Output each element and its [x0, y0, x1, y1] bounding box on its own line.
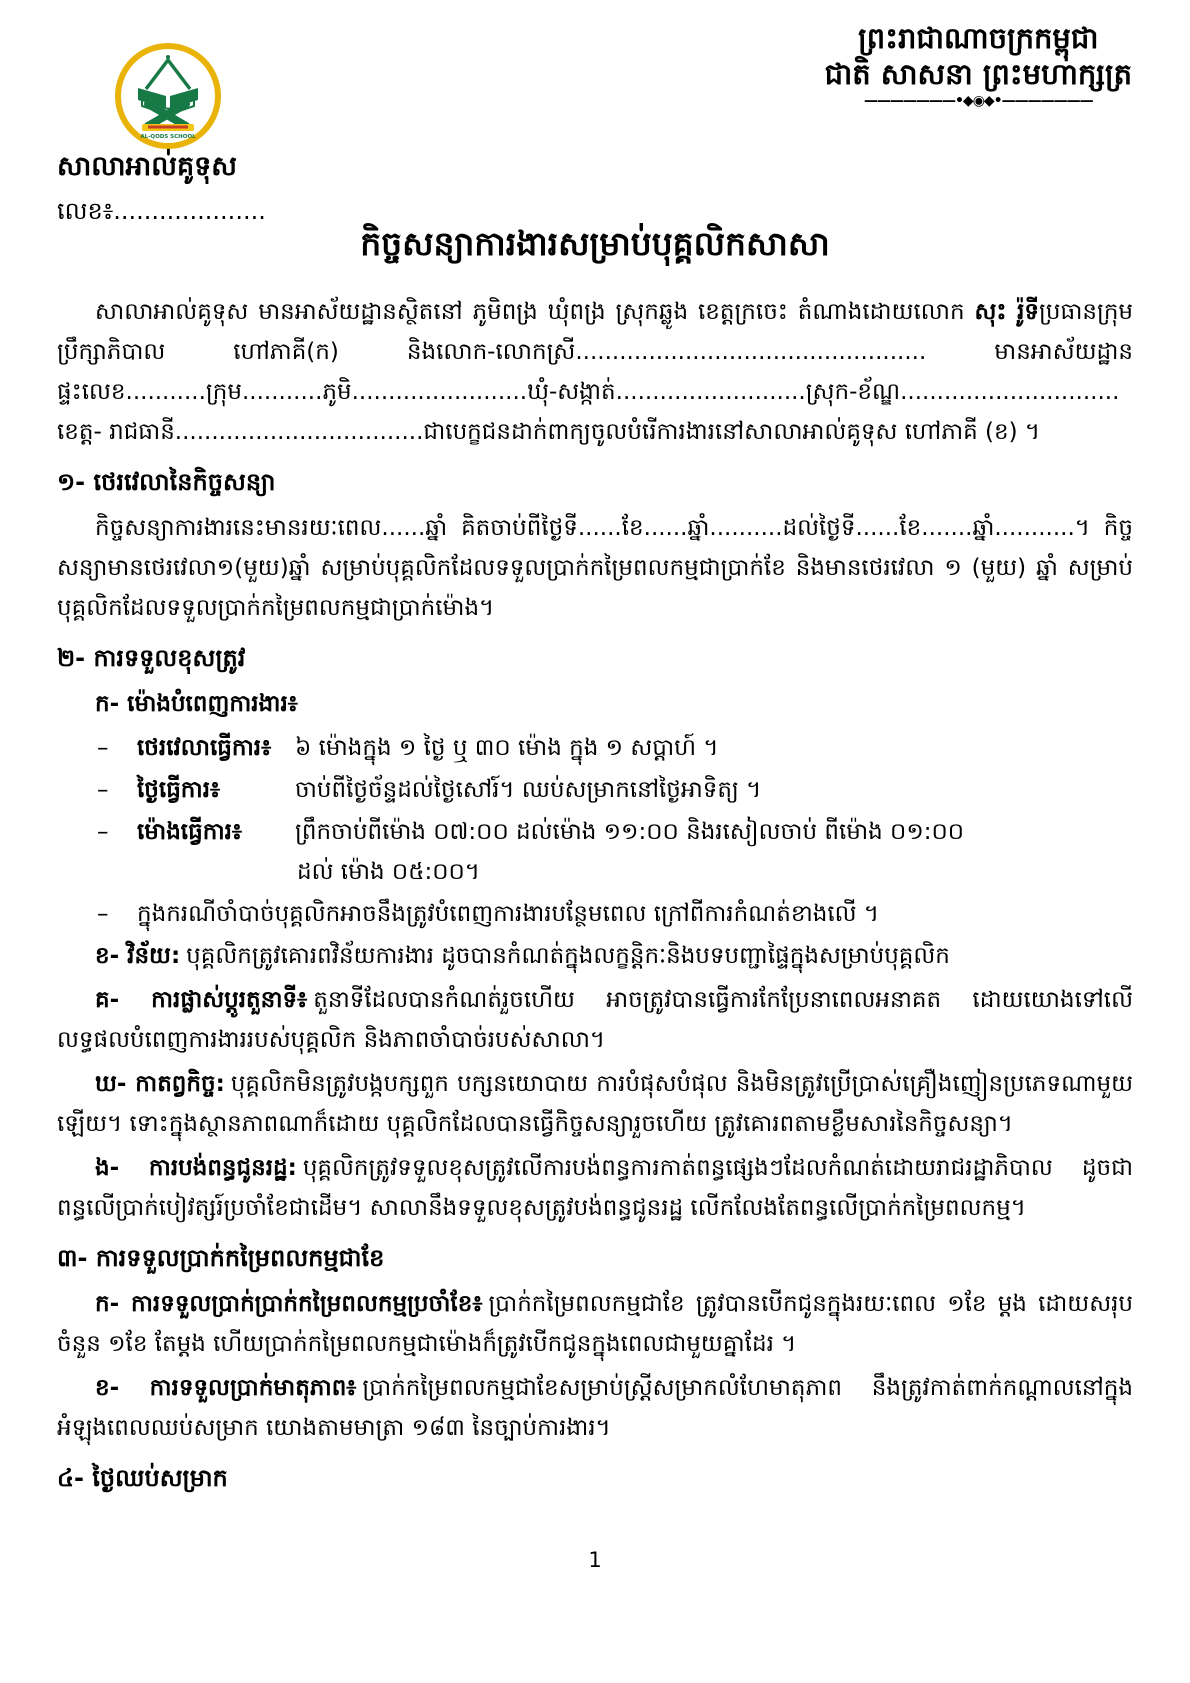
page-number: 1: [588, 1548, 602, 1572]
intro-text-1: សាលាអាល់គូទុស មានអាស័យដ្ឋានស្ថិតនៅ ភូមិពង្រ ឃុំពង្រ ស្រុកឆ្លូង ខេត្តក្រចេះ តំណាងដោយលោក: [95, 299, 975, 325]
list-item: [97, 812, 1133, 892]
bullet-text: ៦ ម៉ោងក្នុង ១ ថ្ងៃ ឬ ៣០ ម៉ោង ក្នុង ១ សប្តាហ៍ ។: [295, 735, 719, 761]
dash-bullet-icon: –: [97, 901, 109, 927]
dash-bullet-icon: –: [97, 777, 109, 803]
section1-paragraph: កិច្ចសន្យាការងារនេះមានរយៈពេល......ឆ្នាំ គិតចាប់ពីថ្ងៃទី......ខែ......ឆ្នាំ..........ដល់ថ្ងៃទី......ខែ.......ឆ្នាំ...........។ កិច្ចសន្យាមានថេរវេលា១(មួយ)ឆ្នាំ សម្រាប់បុគ្គលិកដែលទទួលប្រាក់កម្រៃពលកម្មជាប្រាក់ខែ និងមានថេរវេលា ១ (មួយ) ឆ្នាំ សម្រាប់បុគ្គលិកដែលទទួលប្រាក់កម្រៃពលកម្មជាប្រាក់ម៉ោង។: [57, 515, 1133, 621]
section2-clause-a-heading: ក- ម៉ោងបំពេញការងារ៖: [95, 691, 298, 717]
school-logo: [112, 40, 224, 152]
bullet-label: ម៉ោងធ្វើការ៖: [137, 819, 243, 845]
section3-heading: ៣- ការទទួលប្រាក់កម្រៃពលកម្មជាខែ: [57, 1244, 385, 1272]
bullet-text-continuation: ដល់ ម៉ោង ០៥:០០។: [297, 859, 480, 885]
bullet-text: ក្នុងករណីចាំបាច់បុគ្គលិកអាចនឹងត្រូវបំពេញការងារបន្ថែមពេល ក្រៅពីការកំណត់ខាងលើ ។: [137, 901, 880, 927]
clause-text: ប្រាក់កម្រៃពលកម្មជាខែសម្រាប់ស្ត្រីសម្រាកលំហែមាតុភាព នឹងត្រូវកាត់ពាក់កណ្តាលនៅក្នុងអំឡុងពេលឈប់សម្រាក យោងតាមមាត្រា ១៨៣ នៃច្បាប់ការងារ។: [57, 1375, 1134, 1441]
director-name: សុះ រ៉ូទី: [974, 299, 1040, 325]
clause-label: ឃ- កាតព្វកិច្ច:: [95, 1071, 225, 1097]
section3-clause-a: [57, 1284, 1133, 1364]
bullet-label: ថ្ងៃធ្វើការ៖: [137, 777, 221, 803]
list-item: [97, 770, 1133, 810]
clause-text: តួនាទីដែលបានកំណត់រួចហើយ អាចត្រូវបានធ្វើការកែប្រែនាពេលអនាគត ដោយយោងទៅលើលទ្ធផលបំពេញការងាររបស់បុគ្គលិក និងភាពចាំបាច់របស់សាលា។: [57, 987, 1133, 1053]
section2-clause-c: [57, 980, 1133, 1060]
logo-caption: AL-QODS SCHOOL: [140, 134, 196, 140]
clause-label: ង- ការបង់ពន្ធជូនរដ្ឋ:: [95, 1155, 297, 1181]
section2-clause-b: [57, 936, 1133, 976]
section1-heading: ១- ថេរវេលានៃកិច្ចសន្យា: [57, 468, 276, 496]
motto-line-nation-religion-king: ជាតិ សាសនា ព្រះមហាក្សត្រ: [824, 57, 1132, 91]
dash-bullet-icon: –: [97, 819, 109, 845]
clause-text: បុគ្គលិកត្រូវទទួលខុសត្រូវលើការបង់ពន្ធការកាត់ពន្ធផ្សេងៗដែលកំណត់ដោយរាជរដ្ឋាភិបាល ដូចជាពន្ធលើប្រាក់បៀវត្សរ៍ប្រចាំខែជាដើម។ សាលានឹងទទួលខុសត្រូវបង់ពន្ធជូនរដ្ឋ លើកលែងតែពន្ធលើប្រាក់កម្រៃពលកម្ម។: [57, 1155, 1133, 1221]
document-number-line: លេខ៖....................: [57, 197, 266, 225]
national-motto: [825, 20, 1132, 110]
list-item: [97, 894, 1133, 934]
document-body: [57, 292, 1133, 1504]
list-item: [97, 728, 1133, 768]
divider-ornament-icon: ———————•◆◉◆•———————: [863, 93, 1093, 109]
section2-clause-e: [57, 1148, 1133, 1228]
dash-bullet-icon: –: [97, 735, 109, 761]
bullet-label: ថេរវេលាធ្វើការ៖: [137, 735, 272, 761]
bullet-text: ព្រឹកចាប់ពីម៉ោង ០៧:០០ ដល់ម៉ោង ១១:០០ និងរសៀលចាប់ ពីម៉ោង ០១:០០: [295, 819, 965, 845]
clause-label: គ- ការផ្លាស់ប្តូរតួនាទី៖: [95, 987, 308, 1013]
clause-text: បុគ្គលិកមិនត្រូវបង្កបក្សពួក បក្សនយោបាយ ការបំផុសបំផុល និងមិនត្រូវប្រើប្រាស់គ្រឿងញៀនប្រភេទណាមួយឡើយ។ ទោះក្នុងស្ថានភាពណាក៏ដោយ បុគ្គលិកដែលបានធ្វើកិច្ចសន្យារួចហើយ ត្រូវគោរពតាមខ្លឹមសារនៃកិច្ចសន្យា។: [57, 1071, 1133, 1137]
bullet-text: ចាប់ពីថ្ងៃច័ន្ទដល់ថ្ងៃសៅរ៍។ ឈប់សម្រាកនៅថ្ងៃអាទិត្យ ។: [295, 777, 762, 803]
section3-clause-b: [57, 1368, 1133, 1448]
motto-line-kingdom: ព្រះរាជាណាចក្រកម្ពុជា: [858, 21, 1099, 55]
clause-label: ក- ការទទួលប្រាក់ប្រាក់កម្រៃពលកម្មប្រចាំខែ៖: [95, 1291, 483, 1317]
intro-paragraph: [57, 292, 1133, 452]
quran-book-logo-icon: [112, 40, 224, 152]
section2-heading: ២- ការទទួលខុសត្រូវ: [57, 644, 246, 672]
working-hours-list: [57, 728, 1133, 934]
document-title: កិច្ចសន្យាការងារសម្រាប់បុគ្គលិកសាសា: [360, 224, 830, 263]
intro-text-2: ប្រធានក្រុមប្រឹក្សាភិបាល ហៅភាគី(ក) និងលោក-លោកស្រី................................................ មានអាស័យដ្ឋាន ផ្ទះលេខ...........ក្រុម...........ភូមិ........................ឃុំ-សង្កាត់..........................ស្រុក-ខ័ណ្ឌ.............................. ខេត្ត- រាជធានី..................................ជាបេក្ខជនដាក់ពាក្យចូលបំរើការងារនៅសាលាអាល់គូទុស ហៅភាគី (ខ) ។: [57, 299, 1134, 445]
clause-label: ខ- ការទទួលប្រាក់មាតុភាព៖: [95, 1375, 357, 1401]
section2-clause-d: [57, 1064, 1133, 1144]
clause-text: បុគ្គលិកត្រូវគោរពវិន័យការងារ ដូចបានកំណត់ក្នុងលក្ខន្តិកៈនិងបទបញ្ជាផ្ទៃក្នុងសម្រាប់បុគ្គលិក: [186, 943, 950, 969]
section4-heading: ៤- ថ្ងៃឈប់សម្រាក: [57, 1464, 228, 1492]
school-name: សាលាអាល់គូទុស: [57, 151, 237, 182]
clause-label: ខ- វិន័យ:: [95, 943, 181, 969]
clause-text: ប្រាក់កម្រៃពលកម្មជាខែ ត្រូវបានបើកជូនក្នុងរយៈពេល ១ខែ ម្តង ដោយសរុបចំនួន ១ខែ តែម្តង ហើយប្រាក់កម្រៃពលកម្មជាម៉ោងក៏ត្រូវបើកជូនក្នុងពេលជាមួយគ្នាដែរ ។: [57, 1291, 1133, 1357]
